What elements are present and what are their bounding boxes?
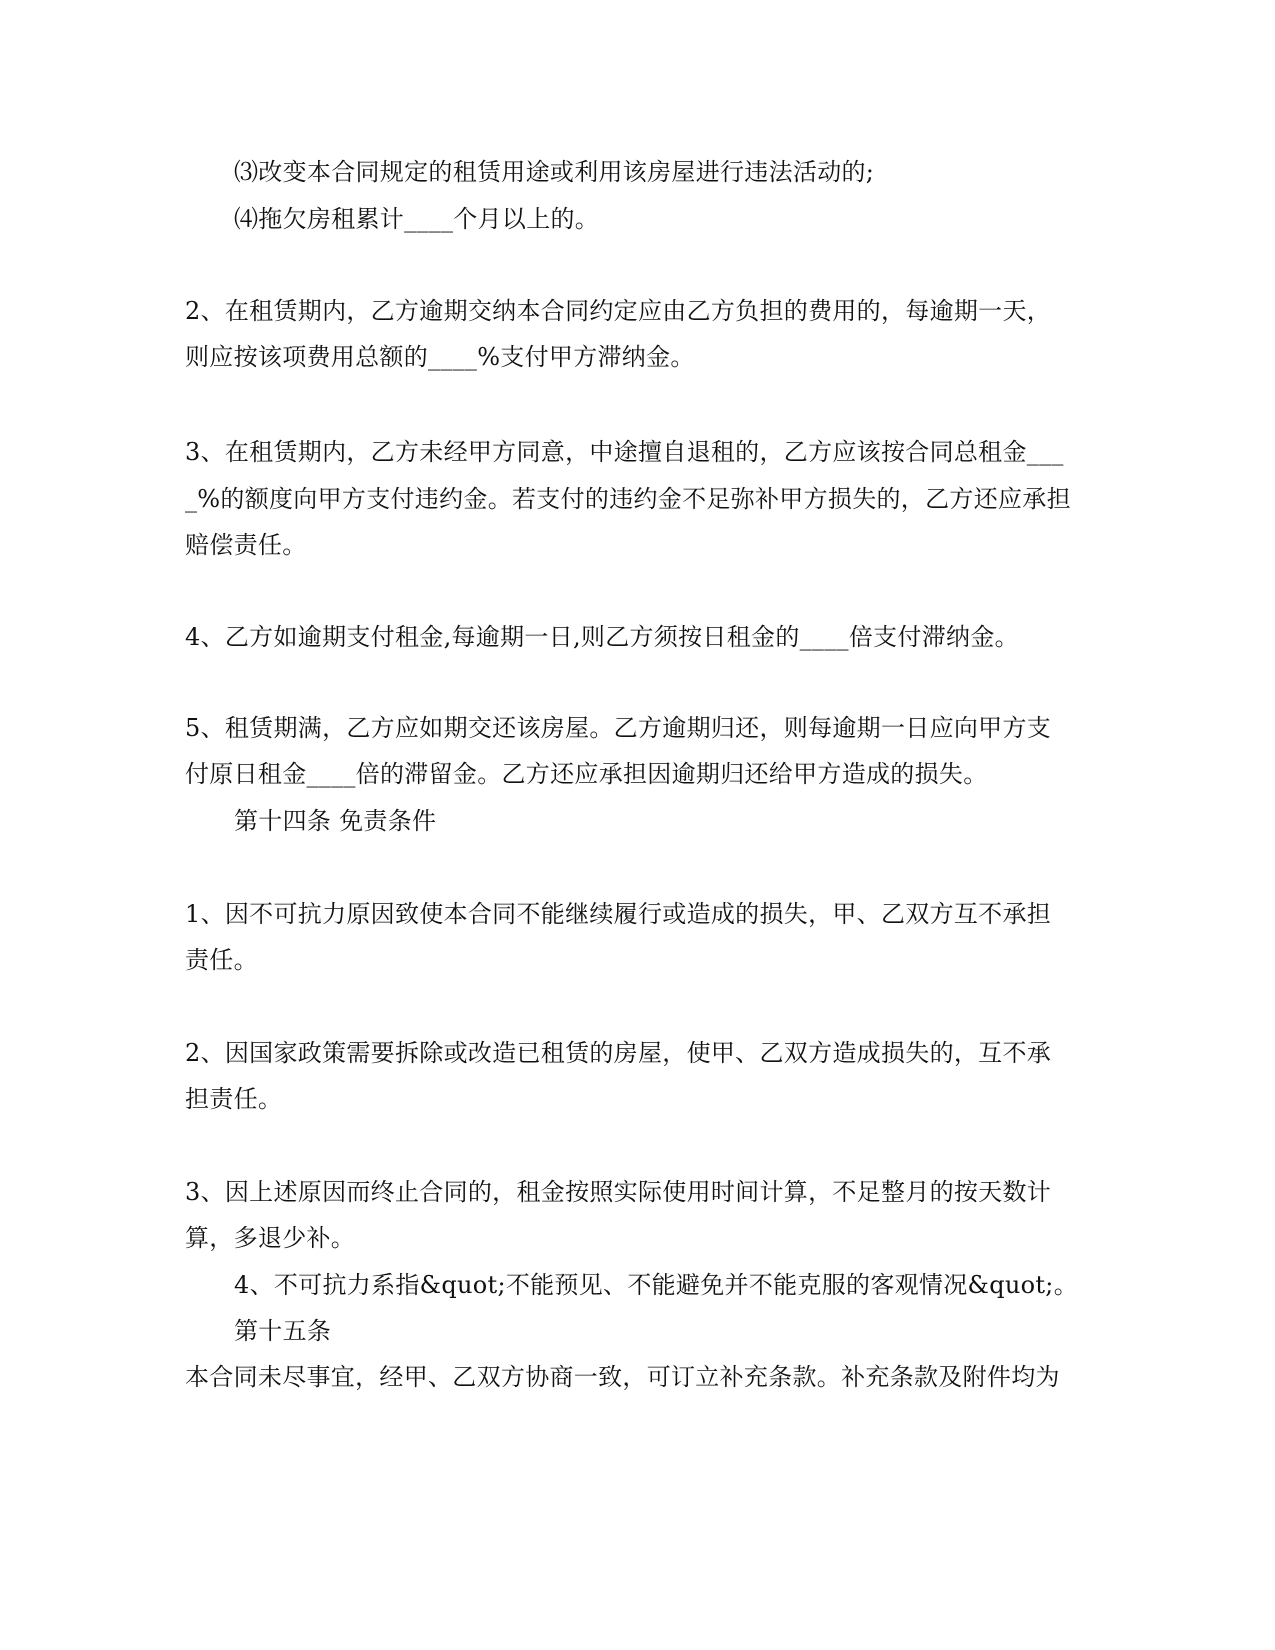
paragraph-3-line-1: 3、在租赁期内，乙方未经甲方同意，中途擅自退租的，乙方应该按合同总租金___ (185, 438, 1064, 466)
paragraph-3-line-2: _%的额度向甲方支付违约金。若支付的违约金不足弥补甲方损失的，乙方还应承担 (185, 485, 1071, 513)
exemption-3-line-1: 3、因上述原因而终止合同的，租金按照实际使用时间计算，不足整月的按天数计 (185, 1178, 1052, 1206)
paragraph-5-line-1: 5、租赁期满，乙方应如期交还该房屋。乙方逾期归还，则每逾期一日应向甲方支 (185, 714, 1052, 742)
exemption-2-line-1: 2、因国家政策需要拆除或改造已租赁的房屋，使甲、乙双方造成损失的，互不承 (185, 1039, 1052, 1067)
exemption-1-line-2: 责任。 (185, 946, 258, 974)
paragraph-2-line-2: 则应按该项费用总额的____%支付甲方滞纳金。 (185, 343, 695, 371)
paragraph-2-line-1: 2、在租赁期内，乙方逾期交纳本合同约定应由乙方负担的费用的，每逾期一天， (185, 297, 1052, 325)
clause-item-4: ⑷拖欠房租累计____个月以上的。 (234, 205, 600, 233)
article-15-heading: 第十五条 (234, 1317, 332, 1345)
exemption-4-line-1: 4、不可抗力系指&quot;不能预见、不能避免并不能克服的客观情况&quot;。 (234, 1271, 1078, 1299)
exemption-2-line-2: 担责任。 (185, 1085, 283, 1113)
paragraph-4-line-1: 4、乙方如逾期支付租金,每逾期一日,则乙方须按日租金的____倍支付滞纳金。 (185, 623, 1019, 651)
exemption-1-line-1: 1、因不可抗力原因致使本合同不能继续履行或造成的损失，甲、乙双方互不承担 (185, 900, 1052, 928)
exemption-3-line-2: 算，多退少补。 (185, 1224, 356, 1252)
clause-item-3: ⑶改变本合同规定的租赁用途或利用该房屋进行违法活动的; (234, 158, 875, 186)
paragraph-3-line-3: 赔偿责任。 (185, 531, 307, 559)
paragraph-5-line-2: 付原日租金____倍的滞留金。乙方还应承担因逾期归还给甲方造成的损失。 (185, 760, 988, 788)
article-15-line-1: 本合同未尽事宜，经甲、乙双方协商一致，可订立补充条款。补充条款及附件均为 (185, 1363, 1060, 1391)
article-14-heading: 第十四条 免责条件 (234, 807, 437, 835)
